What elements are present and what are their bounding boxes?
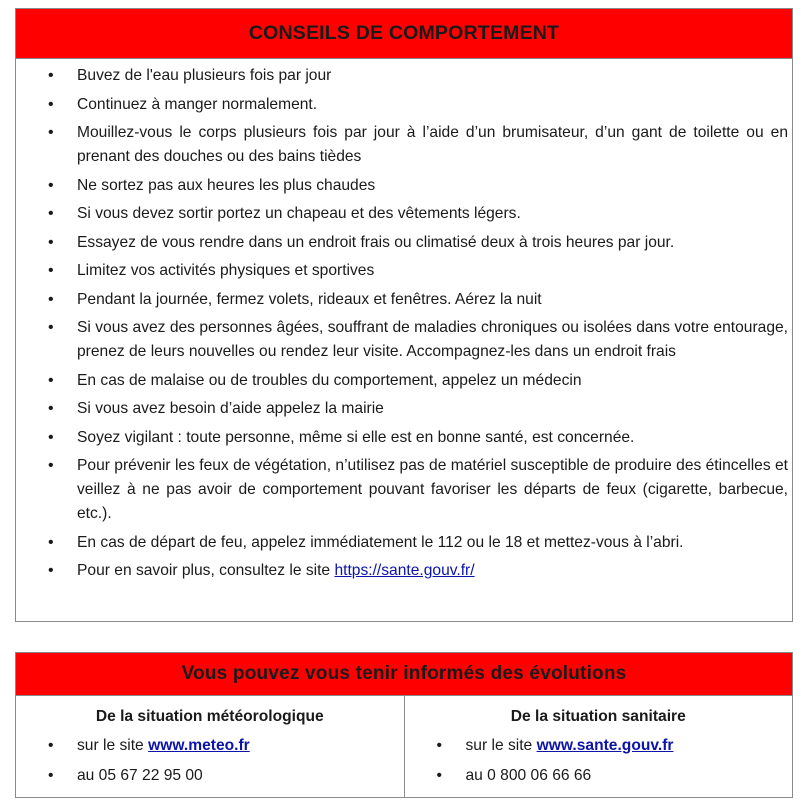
weather-site-prefix: sur le site (77, 737, 149, 754)
weather-phone-item: • au 05 67 22 95 00 (16, 764, 404, 788)
info-panel (15, 652, 793, 798)
health-heading: De la situation sanitaire (510, 708, 686, 725)
info-banner (16, 653, 792, 696)
health-list (405, 734, 793, 788)
sante-link[interactable]: www.sante.gouv.fr (536, 737, 674, 754)
advice-item-more-info (16, 559, 792, 583)
advice-item: • Soyez vigilant : toute personne, même si elle est en bonne santé, est concernée. (16, 426, 792, 450)
advice-list (16, 59, 792, 583)
advice-item: • Ne sortez pas aux heures les plus chaudes (16, 174, 792, 198)
advice-item: • Si vous avez des personnes âgées, souffrant de maladies chroniques ou isolées dans votre entourage, prenez de leurs nouvelles ou rendez leur visite. Accompagnez-les dans un endroit frais (16, 316, 792, 364)
advice-item: • Continuez à manger normalement. (16, 93, 792, 117)
advice-item: • Pour prévenir les feux de végétation, n’utilisez pas de matériel susceptible de produire des étincelles et veillez à ne pas avoir de comportement pouvant favoriser les départs de feux (cigarette, barbecue, etc.). (16, 454, 792, 526)
weather-site-item (16, 734, 404, 758)
sante-gouv-link[interactable]: https://sante.gouv.fr/ (334, 562, 475, 579)
weather-heading: De la situation météorologique (95, 708, 324, 725)
advice-item: • En cas de malaise ou de troubles du comportement, appelez un médecin (16, 369, 792, 393)
advice-banner (16, 9, 792, 59)
health-column (404, 696, 793, 798)
meteo-link[interactable]: www.meteo.fr (148, 737, 250, 754)
weather-list (16, 734, 404, 788)
health-site-item (405, 734, 793, 758)
advice-item: • Buvez de l'eau plusieurs fois par jour (16, 64, 792, 88)
advice-panel (15, 8, 793, 622)
advice-item: • Si vous devez sortir portez un chapeau et des vêtements légers. (16, 202, 792, 226)
info-title: Vous pouvez vous tenir informés des évolutions (181, 663, 627, 684)
info-columns (16, 696, 792, 798)
advice-item: • Limitez vos activités physiques et sportives (16, 259, 792, 283)
advice-item: • Pendant la journée, fermez volets, rideaux et fenêtres. Aérez la nuit (16, 288, 792, 312)
health-phone-item: • au 0 800 06 66 66 (405, 764, 793, 788)
weather-column (16, 696, 404, 798)
health-site-prefix: sur le site (465, 737, 537, 754)
advice-item: • Si vous avez besoin d’aide appelez la mairie (16, 397, 792, 421)
advice-item: • En cas de départ de feu, appelez immédiatement le 112 ou le 18 et mettez-vous à l’abri. (16, 531, 792, 555)
advice-title: CONSEILS DE COMPORTEMENT (248, 22, 560, 44)
advice-item: • Essayez de vous rendre dans un endroit frais ou climatisé deux à trois heures par jour. (16, 231, 792, 255)
more-info-text: Pour en savoir plus, consultez le site (77, 562, 335, 579)
advice-item: • Mouillez-vous le corps plusieurs fois par jour à l’aide d’un brumisateur, d’un gant de toilette ou en prenant des douches ou des bains tièdes (16, 121, 792, 169)
